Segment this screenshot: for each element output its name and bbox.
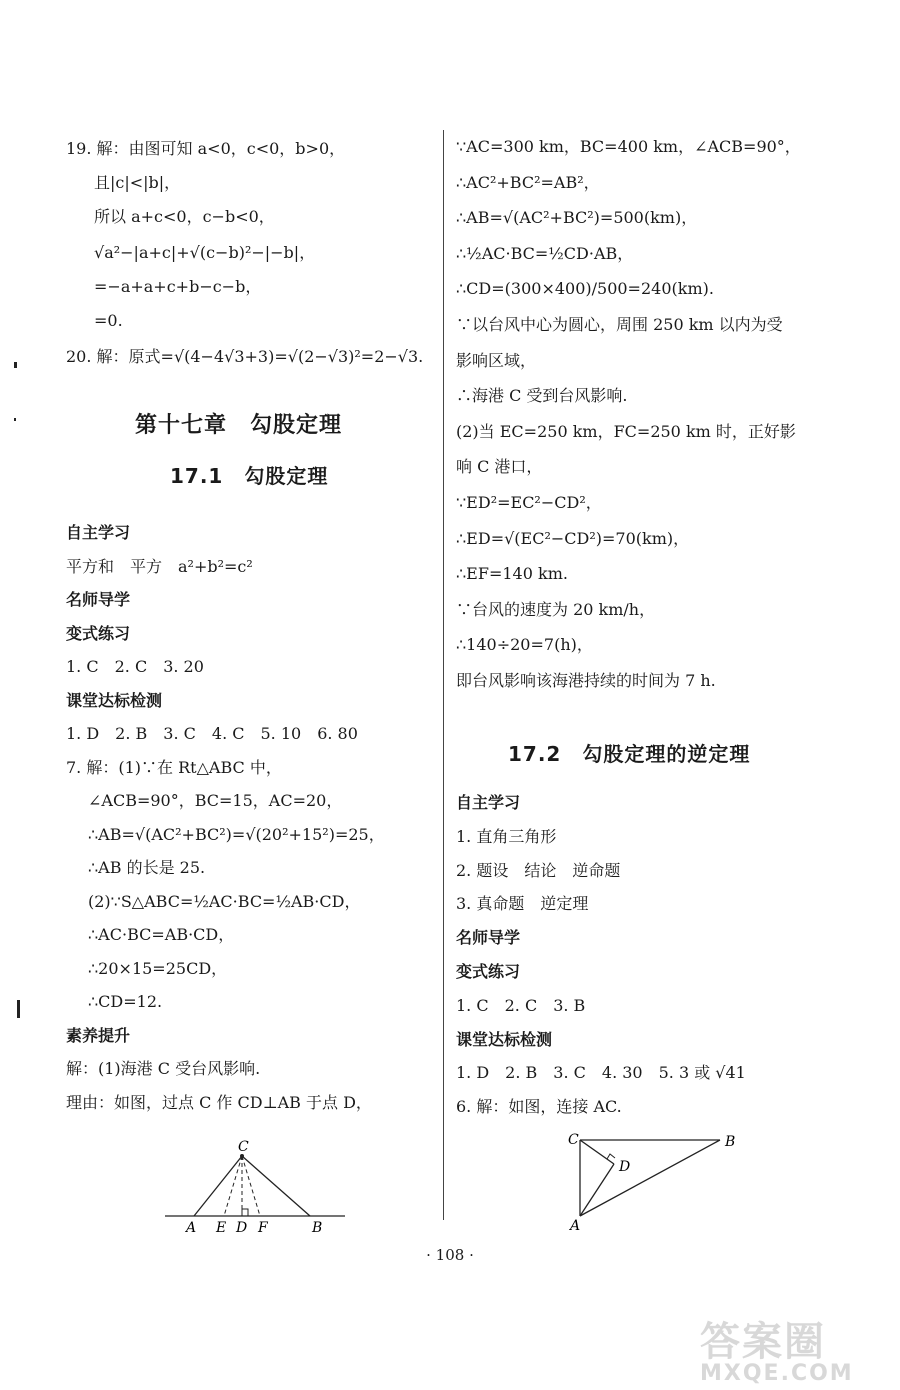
margin-mark bbox=[14, 362, 17, 368]
answer-line: 1. D 2. B 3. C 4. 30 5. 3 或 √41 bbox=[456, 1063, 746, 1083]
page-number: · 108 · bbox=[426, 1246, 474, 1264]
fig2-label-c: C bbox=[568, 1132, 579, 1148]
fig-label-f: F bbox=[258, 1220, 268, 1236]
answer-line: (2)∵S△ABC=½AC·BC=½AB·CD， bbox=[88, 891, 361, 911]
answer-line: ∴½AC·BC=½CD·AB， bbox=[456, 243, 634, 263]
answer-line: 响 C 港口， bbox=[456, 457, 543, 477]
subheading: 名师导学 bbox=[456, 928, 521, 948]
fig2-label-a: A bbox=[570, 1218, 581, 1234]
subheading: 名师导学 bbox=[66, 590, 131, 609]
q19-line: =−a+a+c+b−c−b， bbox=[94, 277, 262, 296]
subheading: 课堂达标检测 bbox=[66, 690, 163, 710]
answer-line: ∵ED²=EC²−CD²， bbox=[456, 493, 602, 512]
answer-line: 2. 题设 结论 逆命题 bbox=[456, 860, 621, 880]
answer-line: ∴ED=√(EC²−CD²)=70(km)， bbox=[456, 528, 690, 548]
answer-line: ∴AB=√(AC²+BC²)=500(km)， bbox=[456, 208, 698, 228]
subheading: 课堂达标检测 bbox=[456, 1029, 553, 1049]
answer-line: ∴EF=140 km. bbox=[456, 564, 568, 584]
column-divider bbox=[443, 130, 444, 1220]
answer-line: ∴AC·BC=AB·CD， bbox=[88, 925, 235, 944]
fig2-label-d: D bbox=[619, 1159, 631, 1175]
answer-line: ∵以台风中心为圆心，周围 250 km 以内为受 bbox=[456, 315, 783, 334]
q19-line: √a²−|a+c|+√(c−b)²−|−b|， bbox=[94, 243, 316, 262]
answer-line: ∵台风的速度为 20 km/h， bbox=[456, 599, 656, 619]
watermark-line1: 答案圈 bbox=[700, 1319, 826, 1365]
answer-line: ∴CD=12. bbox=[88, 992, 163, 1011]
answer-line: 6. 解：如图，连接 AC. bbox=[456, 1097, 622, 1117]
section-title-2: 17.2 勾股定理的逆定理 bbox=[508, 742, 751, 766]
answer-line: 3. 真命题 逆定理 bbox=[456, 894, 589, 914]
subheading: 自主学习 bbox=[66, 523, 131, 542]
subheading: 素养提升 bbox=[66, 1025, 131, 1045]
answer-line: ∵AC=300 km，BC=400 km，∠ACB=90°， bbox=[456, 137, 801, 156]
answer-line: ∠ACB=90°，BC=15，AC=20， bbox=[88, 791, 343, 810]
subheading: 变式练习 bbox=[456, 962, 521, 981]
answer-line: ∴海港 C 受到台风影响. bbox=[456, 386, 628, 406]
answer-line: ∴AB 的长是 25. bbox=[88, 858, 206, 877]
answer-line: 7. 解：(1)∵在 Rt△ABC 中， bbox=[66, 757, 282, 777]
margin-mark bbox=[14, 418, 16, 421]
margin-mark bbox=[17, 1000, 20, 1018]
typhoon-figure bbox=[160, 1136, 350, 1240]
answer-line: 1. 直角三角形 bbox=[456, 826, 557, 846]
answer-line: 1. C 2. C 3. B bbox=[456, 995, 586, 1015]
triangle-figure bbox=[562, 1128, 752, 1234]
answer-line: (2)当 EC=250 km，FC=250 km 时，正好影 bbox=[456, 421, 796, 441]
answer-line: 解：(1)海港 C 受台风影响. bbox=[66, 1059, 261, 1078]
answer-line: 1. C 2. C 3. 20 bbox=[66, 657, 204, 676]
answer-line: ∴CD=(300×400)/500=240(km). bbox=[456, 279, 714, 299]
fig-label-d: D bbox=[236, 1220, 248, 1236]
q19-line: 19. 解：由图可知 a<0，c<0，b>0， bbox=[66, 139, 346, 158]
answer-line: 1. D 2. B 3. C 4. C 5. 10 6. 80 bbox=[66, 724, 358, 743]
answer-line: ∴AC²+BC²=AB²， bbox=[456, 172, 600, 192]
watermark-logo bbox=[700, 1310, 890, 1385]
answer-line: ∴AB=√(AC²+BC²)=√(20²+15²)=25， bbox=[88, 824, 385, 844]
fig-label-c: C bbox=[238, 1139, 249, 1155]
watermark-line2: MXQE.COM bbox=[700, 1361, 854, 1386]
section-title: 17.1 勾股定理 bbox=[170, 464, 329, 488]
answer-line: 即台风影响该海港持续的时间为 7 h. bbox=[456, 671, 716, 690]
subheading: 自主学习 bbox=[456, 793, 521, 812]
fig-label-e: E bbox=[216, 1220, 227, 1236]
answer-line: 影响区域， bbox=[456, 350, 537, 370]
answer-line: ∴20×15=25CD， bbox=[88, 958, 228, 978]
answer-line: 平方和 平方 a²+b²=c² bbox=[66, 556, 253, 576]
answer-line: 理由：如图，过点 C 作 CD⊥AB 于点 D， bbox=[66, 1092, 372, 1112]
chapter-title: 第十七章 勾股定理 bbox=[135, 413, 343, 438]
answer-line: ∴140÷20=7(h)， bbox=[456, 635, 593, 655]
fig-label-a: A bbox=[186, 1220, 197, 1236]
subheading: 变式练习 bbox=[66, 623, 131, 643]
q19-line: 且|c|<|b|， bbox=[94, 173, 181, 192]
q20-line: 20. 解：原式=√(4−4√3+3)=√(2−√3)²=2−√3. bbox=[66, 347, 424, 366]
q19-line: =0. bbox=[94, 311, 123, 330]
fig2-label-b: B bbox=[725, 1134, 736, 1150]
fig-label-b: B bbox=[312, 1220, 323, 1236]
q19-line: 所以 a+c<0，c−b<0， bbox=[94, 207, 275, 226]
